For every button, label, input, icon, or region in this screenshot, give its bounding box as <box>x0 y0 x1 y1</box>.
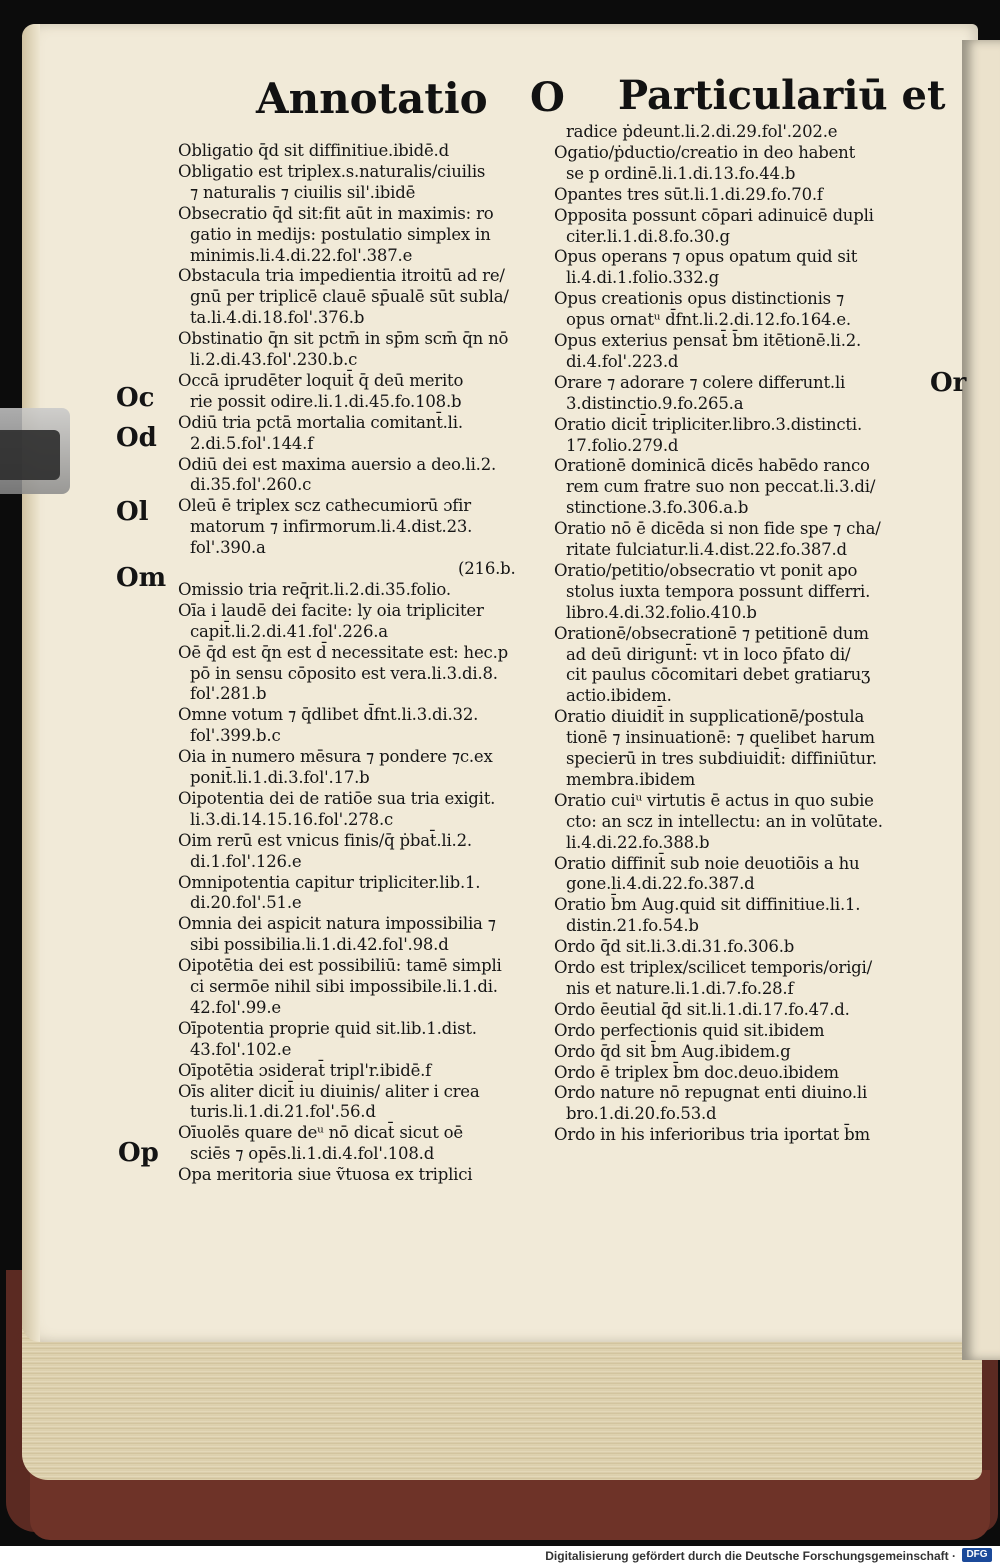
left-index-line: Oim rerū est vnicus finis/q̄ ṗbat̄.li.2. <box>178 830 472 850</box>
left-index-line: gatio in medijs: postulatio simplex in <box>190 224 491 244</box>
dfg-logo: DFG <box>962 1548 992 1562</box>
left-index-line: 42.fol'.99.e <box>190 997 281 1017</box>
left-index-line: matorum ⁊ infirmorum.li.4.dist.23. <box>190 517 473 537</box>
right-index-line: stolus iuxta tempora possunt differri. <box>566 581 871 601</box>
right-index-line: membra.ibidem <box>566 769 696 789</box>
right-index-line: 17.folio.279.d <box>566 435 679 455</box>
right-index-line: radice ṗdeunt.li.2.di.29.fol'.202.e <box>566 122 838 141</box>
right-index-line: Orationē/obsecrationē ⁊ petitionē dum <box>554 623 869 643</box>
left-index-line: Oipotentia dei de ratiōe sua tria exigit. <box>178 788 496 808</box>
left-index-line: Obsecratio q̄d sit:fit aūt in maximis: ro <box>178 203 494 223</box>
left-index-line: Oīpotētia ɔsiderat̄ tripl'r.ibidē.f <box>178 1060 432 1080</box>
left-index-line: Obstinatio q̄n sit pctm̄ in sp̄m scm̄ q̄n nō <box>178 329 509 349</box>
right-index-line: Ordo nature nō repugnat enti diuino.li <box>554 1083 868 1103</box>
right-index-line: citer.li.1.di.8.fo.30.g <box>566 226 730 246</box>
right-column <box>554 121 916 1161</box>
left-index-line: turis.li.1.di.21.fol'.56.d <box>190 1102 376 1122</box>
right-index-line: Opus exterius pensat̄ b̄m itētionē.li.2. <box>554 331 862 350</box>
left-index-line: minimis.li.4.di.22.fol'.387.e <box>190 245 413 265</box>
right-index-line: ritate fulciatur.li.4.dist.22.fo.387.d <box>566 540 847 559</box>
margin-mark-or: Or <box>930 368 967 398</box>
right-index-line: Ogatio/ṗductio/creatio in deo habent <box>554 142 856 162</box>
left-index-line: di.35.fol'.260.c <box>190 475 312 495</box>
left-index-line: pō in sensu cōposito est vera.li.3.di.8. <box>190 663 498 683</box>
left-index-line: sibi possibilia.li.1.di.42.fol'.98.d <box>190 935 449 955</box>
right-index-line: cto: an scz in intellectu: an in volūtate. <box>566 811 883 831</box>
left-index-line: ci sermōe nihil sibi impossibile.li.1.di. <box>190 977 498 996</box>
right-index-line: Opus operans ⁊ opus opatum quid sit <box>554 247 858 267</box>
margin-mark-om: Om <box>116 563 167 593</box>
right-index-line: li.4.di.1.folio.332.g <box>566 268 719 288</box>
left-index-line: Obligatio est triplex.s.naturalis/ciuilis <box>178 161 486 181</box>
right-index-line: li.4.di.22.fo.388.b <box>566 832 710 852</box>
running-head-letter: O <box>530 74 565 121</box>
footer-credit: Digitalisierung gefördert durch die Deutsche Forschungsgemeinschaft · <box>545 1549 956 1563</box>
right-index-line: stinctione.3.fo.306.a.b <box>566 498 749 518</box>
right-index-line: Oratio/petitio/obsecratio vt ponit apo <box>554 560 858 580</box>
left-index-line: ponit̄.li.1.di.3.fol'.17.b <box>190 768 370 787</box>
left-index-line: Opa meritoria siue ṽtuosa ex triplici <box>178 1165 473 1185</box>
left-index-line: Oia in numero mēsura ⁊ pondere ⁊c.ex <box>178 747 493 767</box>
right-index-line: actio.ibidem. <box>566 686 672 706</box>
right-index-line: 3.distinctio.9.fo.265.a <box>566 393 744 413</box>
left-column <box>178 140 538 1185</box>
left-index-line: di.1.fol'.126.e <box>190 851 302 871</box>
left-index-line: ⁊ naturalis ⁊ ciuilis sil'.ibidē <box>190 182 416 202</box>
running-head-left: Annotatio <box>256 74 488 123</box>
left-index-line: Obligatio q̄d sit diffinitiue.ibidē.d <box>178 141 449 160</box>
left-index-line: 43.fol'.102.e <box>190 1039 292 1059</box>
page-edges <box>22 1320 982 1480</box>
right-index-line: Opantes tres sūt.li.1.di.29.fo.70.f <box>554 184 823 204</box>
right-index-line: Oratio nō ē dicēda si non fide spe ⁊ cha/ <box>554 519 881 539</box>
left-index-line: rie possit odire.li.1.di.45.fo.108.b <box>190 391 462 411</box>
right-index-line: gone.li.4.di.22.fo.387.d <box>566 874 755 894</box>
right-index-line: Ordo q̄d sit b̄m Aug.ibidem.g <box>554 1041 791 1061</box>
margin-mark-ol: Ol <box>116 497 149 527</box>
left-index-line: Omnia dei aspicit natura impossibilia ⁊ <box>178 914 496 934</box>
running-head-right: Particulariū et <box>618 72 946 119</box>
left-index-line: fol'.281.b <box>190 684 267 704</box>
right-index-line: Oratio dicit̄ tripliciter.libro.3.distincti. <box>554 414 862 434</box>
left-index-line: sciēs ⁊ opēs.li.1.di.4.fol'.108.d <box>190 1144 435 1164</box>
right-index-line: Ordo ē triplex b̄m doc.deuo.ibidem <box>554 1062 839 1082</box>
left-index-line: Omnipotentia capitur tripliciter.lib.1. <box>178 872 481 892</box>
right-index-line: Ordo q̄d sit.li.3.di.31.fo.306.b <box>554 937 795 957</box>
left-index-line: Omne votum ⁊ q̄dlibet d̄fnt.li.3.di.32. <box>178 705 479 725</box>
left-index-line: Oīuolēs quare deᵘ nō dicat̄ sicut oē <box>178 1123 463 1143</box>
left-index-line: Obstacula tria impedientia itroitū ad re/ <box>178 266 505 286</box>
margin-mark-op: Op <box>118 1138 159 1168</box>
left-index-line: Occā iprudēter loquit̄ q̄ deū merito <box>178 370 464 390</box>
right-index-line: nis et nature.li.1.di.7.fo.28.f <box>566 978 794 998</box>
left-index-line: Odiū dei est maxima auersio a deo.li.2. <box>178 454 497 474</box>
left-index-line: (216.b. <box>458 559 516 578</box>
left-index-line: Oleū ē triplex scz cathecumiorū ɔfir <box>178 496 471 516</box>
right-index-line: Ordo in his inferioribus tria iportat b̄m <box>554 1125 870 1145</box>
left-index-line: Oipotētia dei est possibiliū: tamē simpli <box>178 956 502 976</box>
left-index-line: li.2.di.43.fol'.230.b.c <box>190 350 358 369</box>
left-index-line: 2.di.5.fol'.144.f <box>190 433 314 453</box>
right-index-line: bro.1.di.20.fo.53.d <box>566 1104 717 1124</box>
right-index-line: tionē ⁊ insinuationē: ⁊ quelibet harum <box>566 728 875 748</box>
left-index-line: ta.li.4.di.18.fol'.376.b <box>190 308 365 328</box>
right-index-line: opus ornatᵘ d̄fnt.li.2.di.12.fo.164.e. <box>566 310 851 330</box>
margin-mark-oc: Oc <box>116 383 155 413</box>
right-index-line: Ordo ēeutial q̄d sit.li.1.di.17.fo.47.d. <box>554 999 850 1019</box>
right-index-line: Oratio diffinit̄ sub noie deuotiōis a hu <box>554 853 860 873</box>
right-index-line: libro.4.di.32.folio.410.b <box>566 602 757 622</box>
left-index-line: fol'.390.a <box>190 538 266 558</box>
book-cover-bottom <box>30 1470 990 1540</box>
right-index-line: rem cum fratre suo non peccat.li.3.di/ <box>566 477 876 497</box>
right-index-line: Opposita possunt cōpari adinuicē dupli <box>554 205 874 225</box>
right-index-line: Orationē dominicā dicēs habēdo ranco <box>554 456 870 476</box>
right-index-line: se p ordinē.li.1.di.13.fo.44.b <box>566 163 796 183</box>
page-gutter <box>22 24 40 1342</box>
right-index-line: Ordo est triplex/scilicet temporis/origi/ <box>554 958 872 977</box>
margin-mark-od: Od <box>116 423 157 453</box>
right-index-line: distin.21.fo.54.b <box>566 916 699 936</box>
left-index-line: Oē q̄d est q̄n est d̄ necessitate est: hec.p <box>178 642 508 662</box>
right-index-line: Opus creationis opus distinctionis ⁊ <box>554 289 844 309</box>
left-index-line: Oīs aliter dicit̄ iu diuinis/ aliter i crea <box>178 1081 480 1101</box>
right-index-line: Oratio cuiᵘ virtutis ē actus in quo subie <box>554 790 874 810</box>
right-index-line: di.4.fol'.223.d <box>566 351 679 371</box>
right-index-line: ad deū dirigunt̄: vt in loco p̄fato di/ <box>566 644 851 664</box>
left-index-line: Odiū tria pctā mortalia comitant̄.li. <box>178 412 463 432</box>
left-index-line: di.20.fol'.51.e <box>190 893 302 913</box>
right-index-line: Orare ⁊ adorare ⁊ colere differunt.li <box>554 372 846 392</box>
left-index-line: Omissio tria req̄rit.li.2.di.35.folio. <box>178 579 451 599</box>
left-index-line: li.3.di.14.15.16.fol'.278.c <box>190 809 394 829</box>
page-clip-inner <box>0 430 60 480</box>
left-index-line: fol'.399.b.c <box>190 726 281 746</box>
right-index-line: Oratio diuidit̄ in supplicationē/postula <box>554 707 865 727</box>
left-index-line: capit̄.li.2.di.41.fol'.226.a <box>190 621 388 641</box>
right-index-line: cit paulus cōcomitari debet gratiaruʒ <box>566 665 871 685</box>
right-index-line: Oratio b̄m Aug.quid sit diffinitiue.li.1. <box>554 895 861 915</box>
next-page-edge <box>962 40 1000 1360</box>
right-index-line: Ordo perfectionis quid sit.ibidem <box>554 1020 825 1040</box>
right-index-line: specierū in tres subdiuidit̄: diffiniūtur. <box>566 749 877 768</box>
left-index-line: Oīa i laudē dei facite: ly oia tripliciter <box>178 600 484 620</box>
left-index-line: gnū per triplicē clauē sp̄ualē sūt subla/ <box>190 287 509 307</box>
left-index-line: Oīpotentia proprie quid sit.lib.1.dist. <box>178 1018 477 1038</box>
